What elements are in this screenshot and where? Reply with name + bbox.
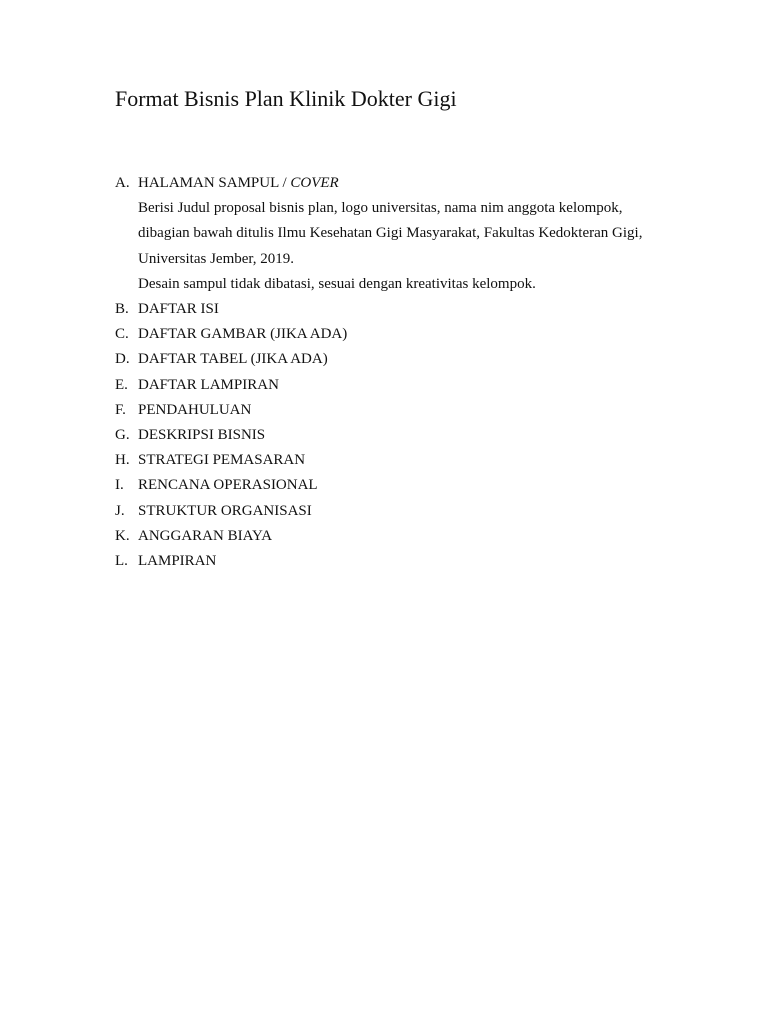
item-label: LAMPIRAN: [138, 553, 217, 570]
outline-item-l: [115, 549, 675, 574]
outline-list: [115, 171, 675, 574]
item-label: DAFTAR ISI: [138, 301, 219, 318]
item-description-line: Universitas Jember, 2019.: [138, 250, 295, 267]
item-marker: A.: [115, 175, 130, 191]
item-marker: E.: [115, 376, 128, 393]
item-marker: J.: [115, 502, 125, 519]
item-label: PENDAHULUAN: [138, 401, 252, 418]
item-label: STRATEGI PEMASARAN: [138, 452, 306, 469]
item-marker: I.: [115, 477, 124, 494]
item-label-italic: COVER: [290, 175, 339, 191]
item-label: DAFTAR LAMPIRAN: [138, 376, 279, 393]
outline-item-f: [115, 398, 675, 423]
outline-item-d: [115, 347, 675, 372]
outline-item-c: [115, 322, 675, 347]
item-description-line: Desain sampul tidak dibatasi, sesuai dengan kreativitas kelompok.: [138, 275, 536, 292]
item-label: DESKRIPSI BISNIS: [138, 427, 266, 444]
item-marker: K.: [115, 527, 130, 544]
item-label: ANGGARAN BIAYA: [138, 527, 273, 544]
outline-item-h: [115, 448, 675, 473]
outline-item-b: [115, 297, 675, 322]
item-marker: L.: [115, 553, 128, 570]
outline-item-a: [115, 171, 675, 297]
item-label: HALAMAN SAMPUL /: [138, 175, 291, 191]
outline-item-j: [115, 499, 675, 524]
item-label: RENCANA OPERASIONAL: [138, 477, 318, 494]
item-marker: B.: [115, 301, 129, 318]
item-marker: G.: [115, 427, 130, 444]
item-marker: F.: [115, 401, 126, 418]
item-marker: D.: [115, 351, 130, 368]
item-label: DAFTAR GAMBAR (JIKA ADA): [138, 326, 348, 343]
document-title: Format Bisnis Plan Klinik Dokter Gigi: [115, 86, 457, 111]
item-marker: C.: [115, 326, 129, 343]
item-marker: H.: [115, 452, 130, 469]
item-description-line: Berisi Judul proposal bisnis plan, logo universitas, nama nim anggota kelompok,: [138, 200, 623, 217]
outline-item-e: [115, 373, 675, 398]
outline-item-g: [115, 423, 675, 448]
outline-item-k: [115, 524, 675, 549]
item-label: STRUKTUR ORGANISASI: [138, 502, 312, 519]
item-label: DAFTAR TABEL (JIKA ADA): [138, 351, 328, 368]
outline-item-i: [115, 473, 675, 498]
item-description-line: dibagian bawah ditulis Ilmu Kesehatan Gigi Masyarakat, Fakultas Kedokteran Gigi,: [138, 225, 643, 242]
